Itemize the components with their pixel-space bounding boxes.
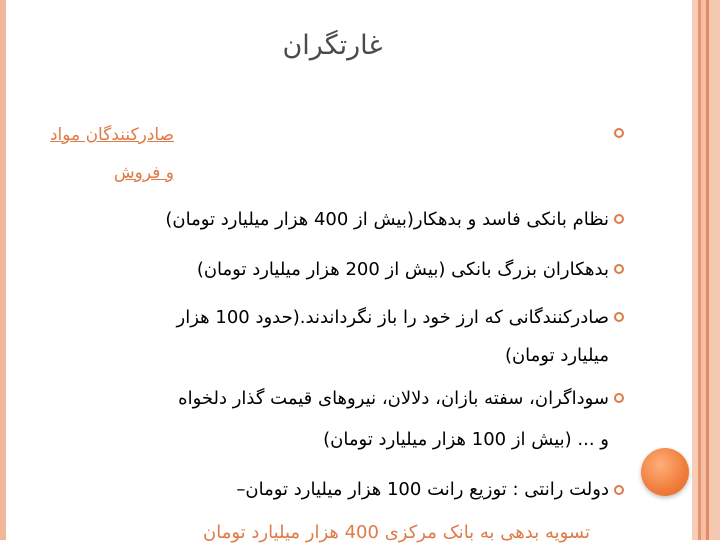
bullet-text-3-line-2: میلیارد تومان) xyxy=(504,345,609,366)
bullet-text-3-line-1: صادرکنندگانی که ارز خود را باز نگرداندند.(حدود 100 هزار xyxy=(176,307,609,328)
bullet-text-4-line-2: و ... (بیش از 100 هزار میلیارد تومان) xyxy=(323,429,609,450)
overflow-text: تسویه بدهی به بانک مرکزی 400 هزار میلیارد تومان xyxy=(203,522,590,543)
bullet-icon xyxy=(614,264,624,274)
bullet-text-5: دولت رانتی : توزیع رانت 100 هزار میلیارد تومان– xyxy=(236,479,609,500)
decorative-circle xyxy=(641,448,689,496)
left-decorative-band xyxy=(0,0,6,540)
slide-title: غارتگران xyxy=(282,30,383,61)
bullet-text-4-line-1: سوداگران، سفته بازان، دلالان، نیروهای قیمت گذار دلخواه xyxy=(178,388,609,409)
bullet-icon xyxy=(614,312,624,322)
bullet-icon xyxy=(614,393,624,403)
bullet-icon xyxy=(614,485,624,495)
right-decorative-frame xyxy=(692,0,720,540)
link-line-1[interactable]: صادرکنندگان مواد xyxy=(49,125,174,145)
bullet-text-2: بدهکاران بزرگ بانکی (بیش از 200 هزار میلیارد تومان) xyxy=(196,259,609,280)
bullet-text-1: نظام بانکی فاسد و بدهکار(بیش از 400 هزار میلیارد تومان) xyxy=(165,209,609,230)
bullet-icon xyxy=(614,128,624,138)
link-line-2[interactable]: و فروش xyxy=(113,163,174,183)
bullet-icon xyxy=(614,214,624,224)
